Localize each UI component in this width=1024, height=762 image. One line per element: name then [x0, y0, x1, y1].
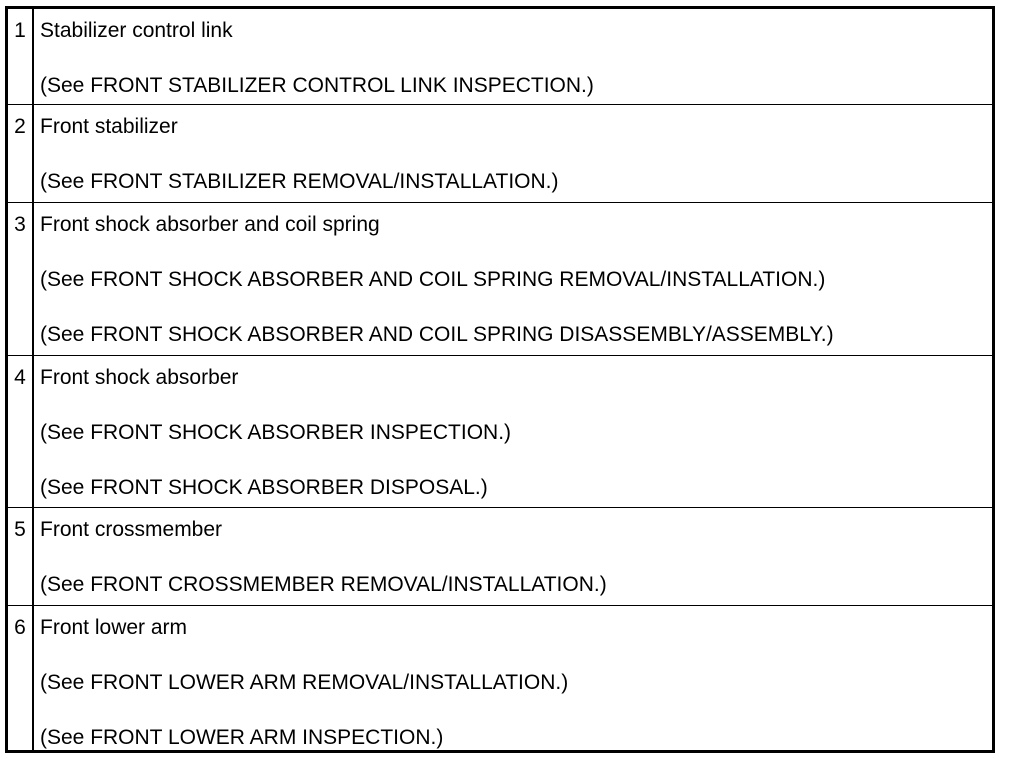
table-row	[8, 605, 992, 750]
table-row	[8, 9, 992, 104]
item-cell	[34, 606, 992, 750]
item-reference: (See FRONT LOWER ARM REMOVAL/INSTALLATION.)	[40, 671, 569, 694]
table-row	[8, 355, 992, 507]
item-reference: (See FRONT SHOCK ABSORBER INSPECTION.)	[40, 421, 512, 444]
item-cell	[34, 356, 992, 507]
item-number: 1	[8, 9, 34, 104]
item-reference: (See FRONT SHOCK ABSORBER AND COIL SPRING DISASSEMBLY/ASSEMBLY.)	[40, 323, 834, 346]
item-title: Stabilizer control link	[40, 19, 233, 42]
item-reference: (See FRONT SHOCK ABSORBER DISPOSAL.)	[40, 476, 488, 499]
item-reference: (See FRONT CROSSMEMBER REMOVAL/INSTALLATION.)	[40, 573, 607, 596]
item-title: Front lower arm	[40, 616, 188, 639]
item-number: 2	[8, 105, 34, 202]
item-reference: (See FRONT LOWER ARM INSPECTION.)	[40, 726, 444, 749]
item-cell	[34, 9, 992, 104]
item-number: 5	[8, 508, 34, 605]
component-reference-table	[5, 6, 995, 753]
item-number: 3	[8, 203, 34, 355]
item-reference: (See FRONT STABILIZER CONTROL LINK INSPECTION.)	[40, 74, 594, 97]
item-cell	[34, 508, 992, 605]
table-row	[8, 507, 992, 605]
item-title: Front crossmember	[40, 518, 223, 541]
table-row	[8, 104, 992, 202]
table-row	[8, 202, 992, 355]
item-title: Front stabilizer	[40, 115, 178, 138]
item-number: 4	[8, 356, 34, 507]
item-cell	[34, 203, 992, 355]
item-cell	[34, 105, 992, 202]
item-number: 6	[8, 606, 34, 750]
item-reference: (See FRONT SHOCK ABSORBER AND COIL SPRING REMOVAL/INSTALLATION.)	[40, 268, 826, 291]
item-title: Front shock absorber and coil spring	[40, 213, 380, 236]
item-reference: (See FRONT STABILIZER REMOVAL/INSTALLATION.)	[40, 170, 559, 193]
item-title: Front shock absorber	[40, 366, 239, 389]
